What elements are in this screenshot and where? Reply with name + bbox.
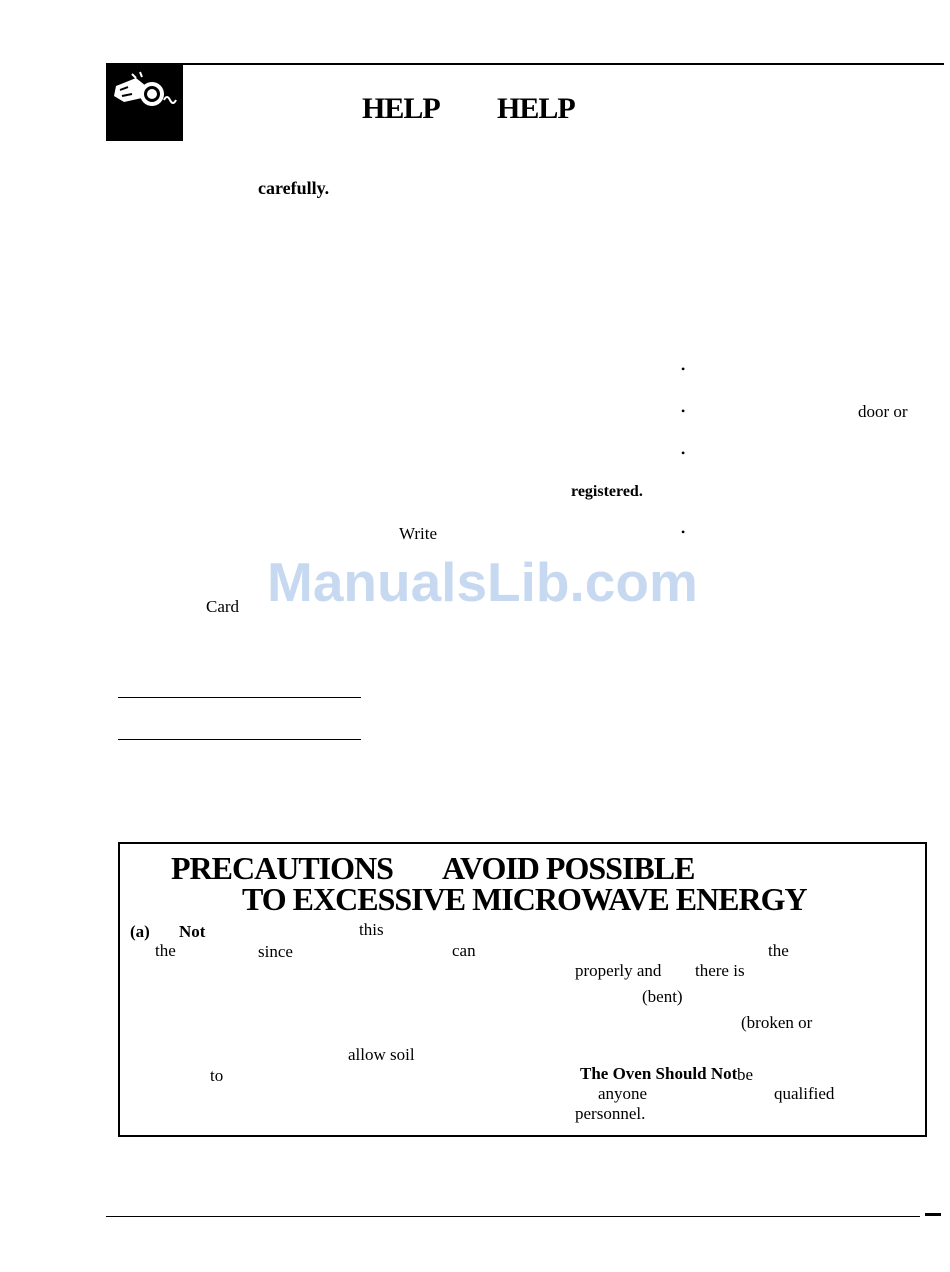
oven-should-not-text: The Oven Should Not: [580, 1064, 738, 1083]
precautions-title-a: PRECAUTIONS: [171, 850, 393, 886]
bullet-4: •: [681, 525, 686, 539]
bullet-1: •: [681, 362, 686, 376]
help-heading-right: HELP: [497, 92, 575, 125]
manualslib-watermark: ManualsLib.com: [267, 551, 698, 613]
anyone-text: anyone: [598, 1084, 648, 1103]
qualified-text: qualified: [774, 1084, 835, 1103]
bullet-2-tail: door or: [858, 402, 908, 421]
be-text: be: [737, 1065, 754, 1084]
item-label: (a): [130, 922, 150, 941]
help-heading-left: HELP: [362, 92, 440, 125]
since-text: since: [258, 942, 293, 961]
registered-text: registered.: [571, 483, 643, 500]
this-text: this: [359, 920, 384, 939]
allow-soil-text: allow soil: [348, 1045, 415, 1064]
serial-number-line: [118, 739, 361, 740]
help-logo-icon: [106, 64, 183, 141]
the-text-1: the: [155, 941, 176, 960]
page-number-dash: [925, 1213, 941, 1216]
model-number-line: [118, 697, 361, 698]
bent-text: (bent): [642, 987, 683, 1006]
bullet-2: •: [681, 404, 686, 418]
card-text: Card: [206, 597, 240, 616]
carefully-text: carefully.: [258, 178, 330, 198]
properly-and-text: properly and: [575, 961, 662, 980]
to-text: to: [210, 1066, 224, 1085]
personnel-text: personnel.: [575, 1104, 646, 1123]
broken-or-text: (broken or: [741, 1013, 813, 1032]
header-rule: [106, 63, 944, 65]
footer-rule: [106, 1216, 920, 1217]
there-is-text: there is: [695, 961, 745, 980]
the-text-2: the: [768, 941, 789, 960]
can-text: can: [452, 941, 476, 960]
precautions-title-b: AVOID POSSIBLE: [442, 850, 695, 886]
not-text: Not: [179, 922, 206, 941]
write-text: Write: [399, 524, 438, 543]
bullet-3: •: [681, 446, 686, 460]
precautions-title-line2: TO EXCESSIVE MICROWAVE ENERGY: [242, 881, 807, 917]
